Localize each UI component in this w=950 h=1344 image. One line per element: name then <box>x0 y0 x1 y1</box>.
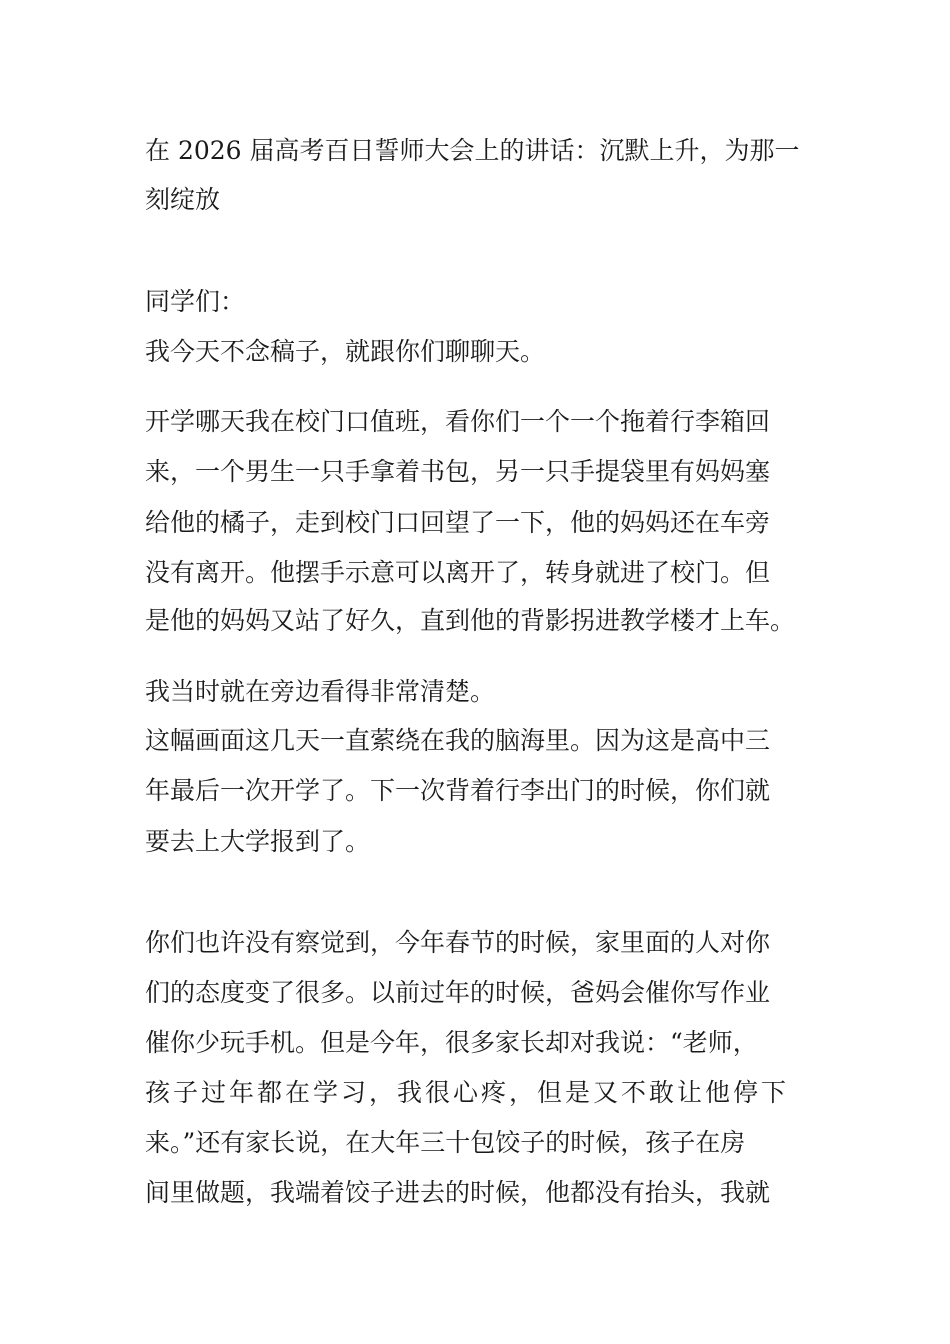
paragraph-4-line-3: 催你少玩手机。但是今年，很多家长却对我说：“老师， <box>145 1028 758 1057</box>
document-title-line-1: 在 2026 届高考百日誓师大会上的讲话：沉默上升，为那一 <box>145 136 800 165</box>
paragraph-4-line-5: 来。”还有家长说，在大年三十包饺子的时候，孩子在房 <box>145 1128 746 1157</box>
paragraph-4-line-1: 你们也许没有察觉到，今年春节的时候，家里面的人对你 <box>145 928 771 957</box>
intro-sentence: 我今天不念稿子，就跟你们聊聊天。 <box>145 337 546 366</box>
paragraph-4-line-2: 们的态度变了很多。以前过年的时候，爸妈会催你写作业 <box>145 978 771 1007</box>
paragraph-4-line-6: 间里做题，我端着饺子进去的时候，他都没有抬头，我就 <box>145 1178 771 1207</box>
document-title-line-2: 刻绽放 <box>145 185 221 214</box>
paragraph-2: 我当时就在旁边看得非常清楚。 <box>145 677 496 706</box>
paragraph-1-line-2: 来，一个男生一只手拿着书包，另一只手提袋里有妈妈塞 <box>145 457 771 486</box>
paragraph-4-line-4: 孩子过年都在学习，我很心疼，但是又不敢让他停下 <box>145 1078 790 1107</box>
paragraph-1-line-4: 没有离开。他摆手示意可以离开了，转身就进了校门。但 <box>145 558 771 587</box>
greeting: 同学们： <box>145 287 246 316</box>
paragraph-1-line-3: 给他的橘子，走到校门口回望了一下，他的妈妈还在车旁 <box>145 508 771 537</box>
paragraph-3-line-3: 要去上大学报到了。 <box>145 827 371 856</box>
paragraph-1-line-5: 是他的妈妈又站了好久，直到他的背影拐进教学楼才上车。 <box>145 606 796 635</box>
paragraph-3-line-2: 年最后一次开学了。下一次背着行李出门的时候，你们就 <box>145 776 771 805</box>
paragraph-3-line-1: 这幅画面这几天一直萦绕在我的脑海里。因为这是高中三 <box>145 726 771 755</box>
paragraph-1-line-1: 开学哪天我在校门口值班，看你们一个一个拖着行李箱回 <box>145 407 771 436</box>
